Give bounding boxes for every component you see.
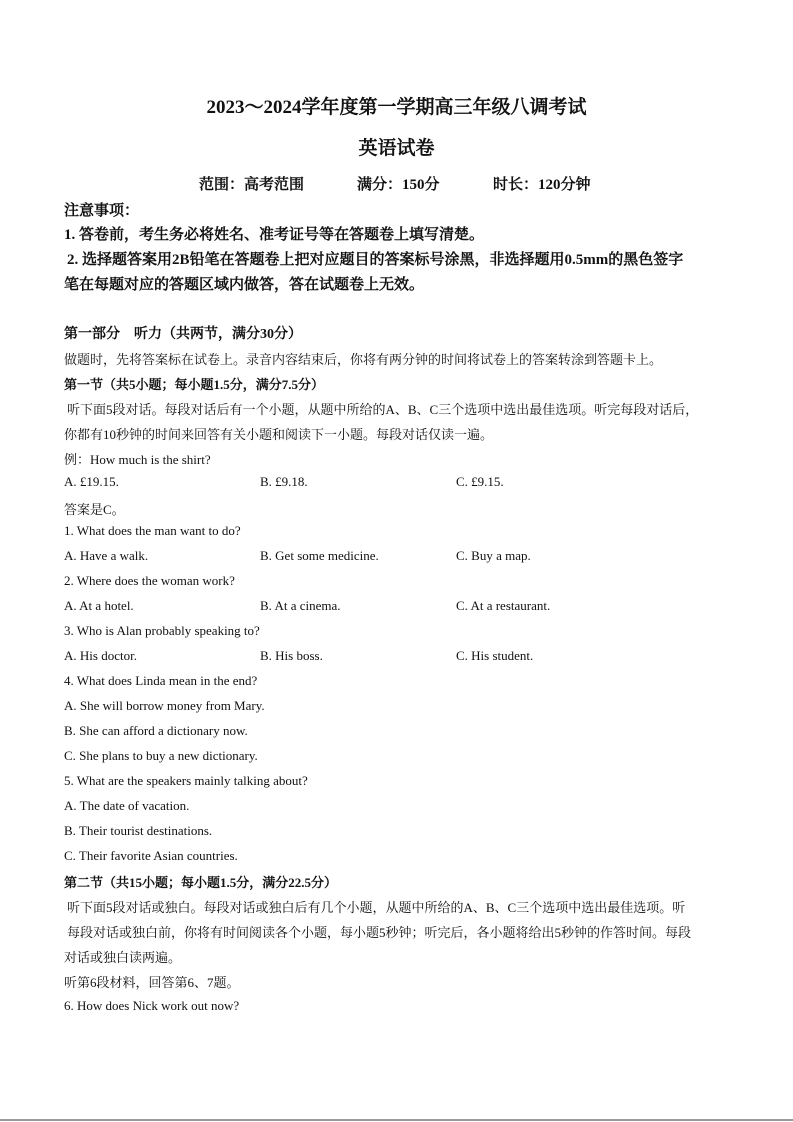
question-4-option-b: B. She can afford a dictionary now.: [64, 723, 248, 738]
section1-heading: 第一节（共5小题；每小题1.5分，满分7.5分）: [64, 377, 325, 392]
question-3-option-a: A. His doctor.: [64, 648, 137, 663]
example-option-a: A. £19.15.: [64, 474, 119, 489]
notice-item-2-line-2: 笔在每题对应的答题区域内做答，答在试题卷上无效。: [64, 277, 425, 293]
part1-heading: 第一部分 听力（共两节，满分30分）: [64, 327, 302, 342]
question-5-option-a: A. The date of vacation.: [64, 798, 190, 813]
notice-item-2-line-1: 2. 选择题答案用2B铅笔在答题卷上把对应题目的答案标号涂黑，非选择题用0.5mm的黑色签字: [67, 252, 684, 268]
exam-title: 2023～2024学年度第一学期高三年级八调考试: [206, 97, 587, 118]
exam-duration: 时长：120分钟: [493, 177, 591, 193]
exam-subtitle: 英语试卷: [358, 138, 435, 159]
example-question: 例：How much is the shirt?: [64, 452, 211, 467]
notice-item-1: 1. 答卷前，考生务必将姓名、准考证号等在答题卷上填写清楚。: [64, 227, 485, 243]
question-3-option-c: C. His student.: [456, 648, 534, 663]
question-6: 6. How does Nick work out now?: [64, 998, 240, 1013]
question-1-option-c: C. Buy a map.: [456, 548, 531, 563]
question-1-option-a: A. Have a walk.: [64, 548, 149, 563]
section2-instructions-line-3: 对话或独白读两遍。: [64, 950, 182, 965]
question-2: 2. Where does the woman work?: [64, 573, 235, 588]
question-1-option-b: B. Get some medicine.: [260, 548, 379, 563]
section2-instructions-line-1: 听下面5段对话或独白。每段对话或独白后有几个小题，从题中所给的A、B、C三个选项中选出最佳选项。听: [67, 900, 686, 915]
section2-heading: 第二节（共15小题；每小题1.5分，满分22.5分）: [64, 875, 338, 890]
section1-instructions-line-2: 你都有10秒钟的时间来回答有关小题和阅读下一小题。每段对话仅读一遍。: [64, 427, 494, 442]
question-5: 5. What are the speakers mainly talking about?: [64, 773, 308, 788]
question-4-option-c: C. She plans to buy a new dictionary.: [64, 748, 258, 763]
exam-scope: 范围：高考范围: [199, 177, 305, 193]
exam-score: 满分：150分: [357, 177, 440, 193]
question-3: 3. Who is Alan probably speaking to?: [64, 623, 260, 638]
question-5-option-b: B. Their tourist destinations.: [64, 823, 213, 838]
question-3-option-b: B. His boss.: [260, 648, 323, 663]
example-option-c: C. £9.15.: [456, 474, 504, 489]
section2-instructions-line-2: 每段对话或独白前，你将有时间阅读各个小题，每小题5秒钟；听完后，各小题将给出5秒钟的作答时间。每段: [67, 925, 692, 940]
question-4: 4. What does Linda mean in the end?: [64, 673, 258, 688]
page-bottom-divider: [0, 1119, 793, 1121]
question-2-option-c: C. At a restaurant.: [456, 598, 551, 613]
question-2-option-a: A. At a hotel.: [64, 598, 134, 613]
section1-instructions-line-1: 听下面5段对话。每段对话后有一个小题，从题中所给的A、B、C三个选项中选出最佳选项。听完每段对话后，: [67, 402, 699, 417]
material-6-label: 听第6段材料，回答第6、7题。: [64, 975, 240, 990]
example-option-b: B. £9.18.: [260, 474, 308, 489]
part1-intro: 做题时，先将答案标在试卷上。录音内容结束后，你将有两分钟的时间将试卷上的答案转涂到答题卡上。: [64, 352, 663, 367]
question-5-option-c: C. Their favorite Asian countries.: [64, 848, 238, 863]
example-answer: 答案是C。: [64, 502, 125, 517]
question-4-option-a: A. She will borrow money from Mary.: [64, 698, 265, 713]
question-1: 1. What does the man want to do?: [64, 523, 241, 538]
question-2-option-b: B. At a cinema.: [260, 598, 341, 613]
notice-heading: 注意事项：: [64, 203, 140, 219]
